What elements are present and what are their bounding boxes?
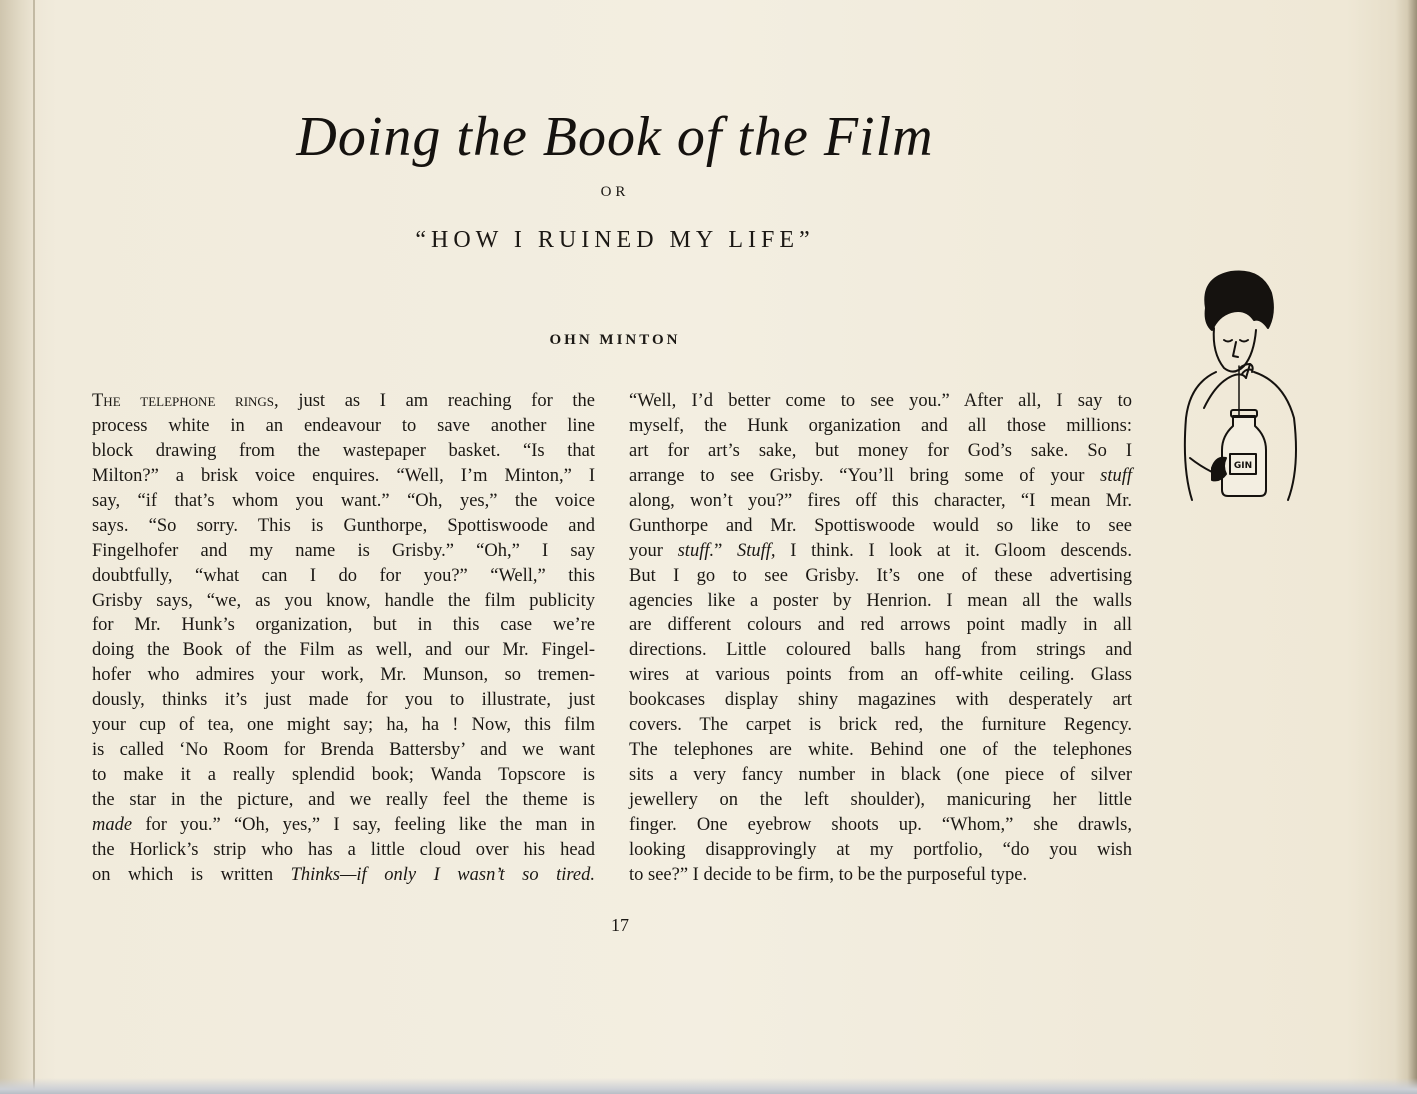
- text-line: The telephones are white. Behind one of the telephones: [629, 740, 1132, 761]
- text-line: say, “if that’s whom you want.” “Oh, yes,” the voice: [92, 490, 595, 511]
- opening-small-caps: The telephone rings,: [92, 391, 279, 411]
- text-line: the Horlick’s strip who has a little cloud over his head: [92, 839, 595, 860]
- text-line: for Mr. Hunk’s organization, but in this case we’re: [92, 615, 595, 636]
- text-line: “Well, I’d better come to see you.” After all, I say to: [629, 391, 1132, 411]
- text-line: But I go to see Grisby. It’s one of these advertising: [629, 565, 1132, 586]
- text-line: to make it a really splendid book; Wanda Topscore is: [92, 765, 595, 786]
- text-line: directions. Little coloured balls hang from strings and: [629, 640, 1132, 661]
- text-line: your stuff.” Stuff, I think. I look at it. Gloom descends.: [629, 540, 1132, 561]
- man-with-gin-bottle-illustration: [1176, 268, 1306, 508]
- italic-word: made: [92, 814, 133, 835]
- page-bottom-edge: [0, 1078, 1417, 1094]
- page-left-edge: [0, 0, 36, 1094]
- text-line: on which is written Thinks—if only I wasn’t so tired.: [92, 864, 595, 885]
- text-line: block drawing from the wastepaper basket. “Is that: [92, 440, 595, 461]
- text-line: dously, thinks it’s just made for you to illustrate, just: [92, 690, 595, 711]
- text-line: bookcases display shiny magazines with desperately art: [629, 690, 1132, 711]
- text-line: is called ‘No Room for Brenda Battersby’ and we want: [92, 740, 595, 761]
- text-line: your cup of tea, one might say; ha, ha ! Now, this film: [92, 715, 595, 736]
- text-line: agencies like a poster by Henrion. I mean all the walls: [629, 590, 1132, 611]
- article-title: Doing the Book of the Film: [296, 106, 934, 168]
- text-line: Milton?” a brisk voice enquires. “Well, I’m Minton,” I: [92, 465, 595, 486]
- text-line: myself, the Hunk organization and all those millions:: [629, 415, 1132, 436]
- italic-word: Stuff,: [737, 540, 776, 561]
- text-line: to see?” I decide to be firm, to be the purposeful type.: [629, 864, 1028, 885]
- text-line: says. “So sorry. This is Gunthorpe, Spottiswoode and: [92, 515, 595, 536]
- italic-word: stuff: [1100, 465, 1132, 486]
- text-line: Grisby says, “we, as you know, handle the film publicity: [92, 590, 595, 611]
- article-subtitle: “HOW I RUINED MY LIFE”: [415, 227, 815, 253]
- page-number: 17: [611, 915, 629, 935]
- text-line: are different colours and red arrows point madly in all: [629, 615, 1132, 636]
- left-column: [92, 389, 595, 888]
- text-line: doubtfully, “what can I do for you?” “Well,” this: [92, 565, 595, 586]
- text-line: wires at various points from an off-white ceiling. Glass: [629, 665, 1132, 686]
- text-line: Fingelhofer and my name is Grisby.” “Oh,” I say: [92, 540, 595, 561]
- italic-phrase: Thinks—if only I wasn’t so tired.: [290, 864, 595, 885]
- text-line: Gunthorpe and Mr. Spottiswoode would so like to see: [629, 515, 1132, 536]
- text-line: made for you.” “Oh, yes,” I say, feeling like the man in: [92, 814, 595, 835]
- page-gutter-line: [33, 0, 35, 1094]
- text-line: along, won’t you?” fires off this character, “I mean Mr.: [629, 490, 1132, 511]
- gin-label: GIN: [1233, 461, 1253, 471]
- title-or: OR: [600, 184, 630, 200]
- text-line: covers. The carpet is brick red, the furniture Regency.: [629, 715, 1132, 736]
- text-line: arrange to see Grisby. “You’ll bring some of your stuff: [629, 465, 1132, 486]
- text-line: the star in the picture, and we really feel the theme is: [92, 790, 595, 810]
- right-column: [629, 389, 1132, 888]
- text-line: finger. One eyebrow shoots up. “Whom,” she drawls,: [629, 814, 1132, 835]
- text-line: process white in an endeavour to save another line: [92, 415, 595, 436]
- text-line: sits a very fancy number in black (one piece of silver: [629, 765, 1132, 786]
- text-line: jewellery on the left shoulder), manicuring her little: [629, 790, 1132, 810]
- text-line: looking disapprovingly at my portfolio, “do you wish: [629, 839, 1132, 860]
- italic-word: stuff.: [677, 540, 715, 561]
- text-line: hofer who admires your work, Mr. Munson, so tremen-: [92, 665, 595, 686]
- author-byline: OHN MINTON: [549, 332, 681, 348]
- text-line: art for art’s sake, but money for God’s sake. So I: [629, 440, 1132, 461]
- page-right-edge: [1395, 0, 1417, 1094]
- text-line: doing the Book of the Film as well, and our Mr. Fingel-: [92, 640, 595, 661]
- text-line: The telephone rings, just as I am reaching for the: [92, 391, 595, 411]
